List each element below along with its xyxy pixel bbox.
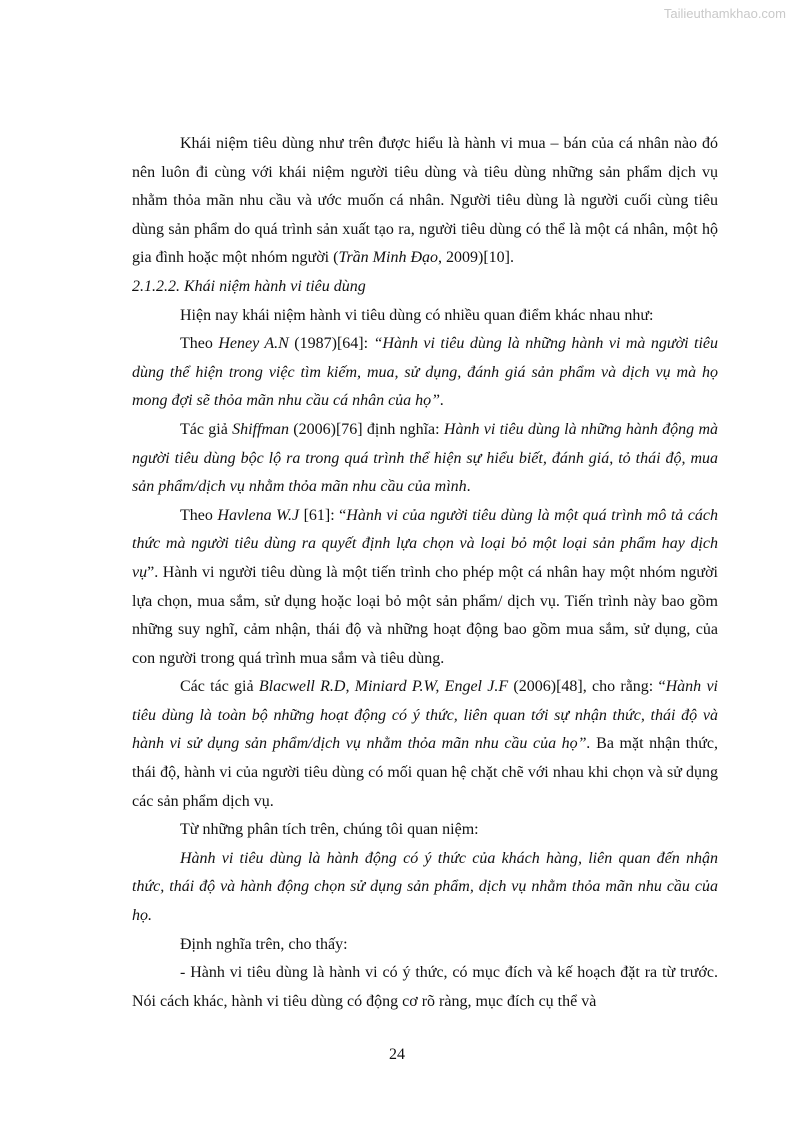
paragraph-bullet-1: - Hành vi tiêu dùng là hành vi có ý thức, có mục đích và kế hoạch đặt ra từ trước. Nói cách khác, hành vi tiêu dùng có động cơ rõ ràng, mục đích cụ thể và — [132, 964, 718, 1010]
section-heading: 2.1.2.2. Khái niệm hành vi tiêu dùng — [132, 277, 366, 295]
quote: Hành vi tiêu dùng là toàn bộ những hoạt động có ý thức, liên quan tới sự nhận thức, thái độ và hành vi sử dụng sản phẩm/dịch vụ nhằm thỏa mãn nhu cầu của họ”. — [132, 678, 718, 753]
paragraph-definition: Hành vi tiêu dùng là hành động có ý thức của khách hàng, liên quan đến nhận thức, thái độ và hành động chọn sử dụng sản phẩm, dịch vụ nhằm thỏa mãn nhu cầu của họ. — [132, 849, 718, 925]
cited-author: Blacwell R.D, Miniard P.W, Engel J.F — [258, 678, 509, 696]
cited-author: Heney A.N — [218, 335, 289, 353]
cited-author: Shiffman — [232, 420, 289, 438]
paragraph-blackwell: Các tác giả Blacwell R.D, Miniard P.W, Engel J.F (2006)[48], cho rằng: “Hành vi tiêu dùng là toàn bộ những hoạt động có ý thức, liên quan tới sự nhận thức, thái độ và hành vi sử dụng sản phẩm/dịch vụ nhằm thỏa mãn nhu cầu của họ”. Ba mặt nhận thức, thái độ, hành vi của người tiêu dùng có mối quan hệ chặt chẽ với nhau khi chọn và sử dụng các sản phẩm dịch vụ. — [132, 678, 719, 810]
paragraph-heney: Theo Heney A.N (1987)[64]: “Hành vi tiêu dùng là những hành vi mà người tiêu dùng thể hiện trong việc tìm kiếm, mua, sử dụng, đánh giá sản phẩm và dịch vụ mà họ mong đợi sẽ thỏa mãn nhu cầu cá nhân của họ”. — [132, 335, 719, 410]
cited-author: Trần Minh Đạo — [338, 249, 439, 267]
paragraph-shiffman: Tác giả Shiffman (2006)[76] định nghĩa: Hành vi tiêu dùng là những hành động mà người tiêu dùng bộc lộ ra trong quá trình thể hiện sự hiểu biết, đánh giá, tỏ thái độ, mua sản phẩm/dịch vụ nhằm thỏa mãn nhu cầu của mình. — [132, 420, 719, 496]
paragraph-conclusion-lead: Từ những phân tích trên, chúng tôi quan niệm: — [180, 821, 479, 839]
quote: Hành vi tiêu dùng là những hành động mà người tiêu dùng bộc lộ ra trong quá trình thể hiện sự hiểu biết, đánh giá, tỏ thái độ, mua sản phẩm/dịch vụ nhằm thỏa mãn nhu cầu của mình — [132, 420, 719, 496]
paragraph-consumption-concept: Khái niệm tiêu dùng như trên được hiểu là hành vi mua – bán của cá nhân nào đó nên luôn đi cùng với khái niệm người tiêu dùng và tiêu dùng những sản phẩm dịch vụ nhằm thỏa mãn nhu cầu và ước muốn cá nhân. Người tiêu dùng là người cuối cùng tiêu dùng sản phẩm do quá trình sản xuất tạo ra, người tiêu dùng có thể là một cá nhân, một hộ gia đình hoặc một nhóm người (Trần Minh Đạo, 2009)[10]. — [132, 135, 718, 267]
cited-author: Havlena W.J — [217, 506, 300, 524]
paragraph-intro: Hiện nay khái niệm hành vi tiêu dùng có nhiều quan điểm khác nhau như: — [180, 306, 654, 324]
paragraph-havlena: Theo Havlena W.J [61]: “Hành vi của người tiêu dùng là một quá trình mô tả cách thức mà người tiêu dùng ra quyết định lựa chọn và loại bỏ một loại sản phẩm hay dịch vụ”. Hành vi người tiêu dùng là một tiến trình cho phép một cá nhân hay một nhóm người lựa chọn, mua sắm, sử dụng hoặc loại bỏ một sản phẩm/ dịch vụ. Tiến trình này bao gồm những suy nghĩ, cảm nhận, thái độ và những hoạt động bao gồm mua sắm, sử dụng, của con người trong quá trình mua sắm và tiêu dùng. — [132, 506, 719, 667]
quote: “Hành vi tiêu dùng là những hành vi mà người tiêu dùng thể hiện trong việc tìm kiếm, mua, sử dụng, đánh giá sản phẩm và dịch vụ mà họ mong đợi sẽ thỏa mãn nhu cầu cá nhân của họ”. — [132, 335, 719, 410]
watermark: Tailieuthamkhao.com — [663, 6, 786, 21]
paragraph-definition-shows: Định nghĩa trên, cho thấy: — [180, 935, 348, 953]
page-number: 24 — [389, 1046, 405, 1063]
document-body — [132, 130, 718, 1016]
quote: Hành vi của người tiêu dùng là một quá trình mô tả cách thức mà người tiêu dùng ra quyết định lựa chọn và loại bỏ một loại sản phẩm hay dịch vụ — [132, 506, 719, 581]
